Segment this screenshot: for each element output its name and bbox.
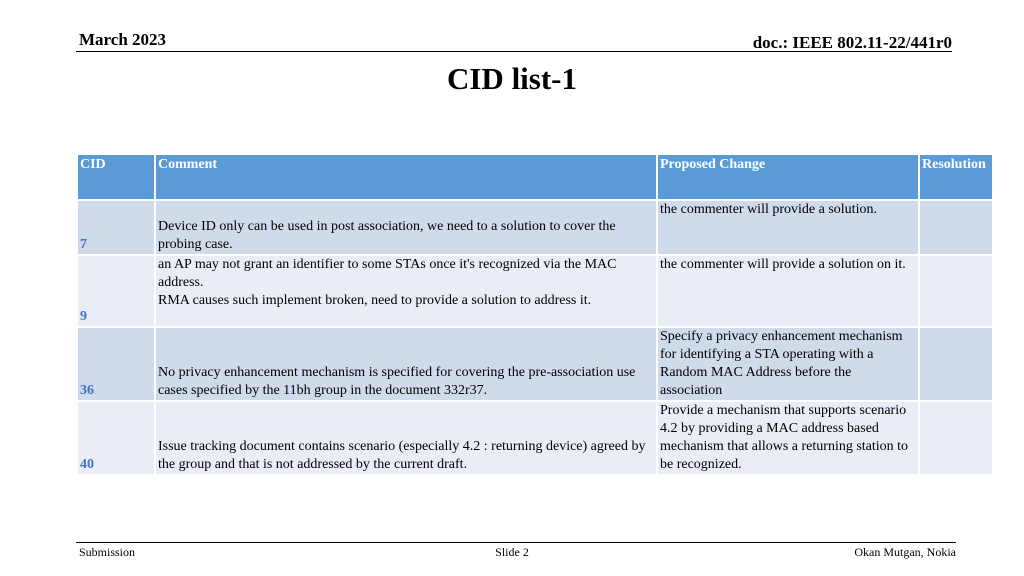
header-date: March 2023 <box>79 30 167 49</box>
proposed-change-cell: the commenter will provide a solution on it. <box>657 255 919 327</box>
table-row <box>77 200 993 255</box>
column-header-proposed-change: Proposed Change <box>657 154 919 200</box>
footer-author: Okan Mutgan, Nokia <box>854 545 956 559</box>
table-row <box>77 401 993 475</box>
comment-cell: No privacy enhancement mechanism is specified for covering the pre-association use cases specified by the 11bh group in the document 332r37. <box>155 327 657 401</box>
proposed-change-cell: Specify a privacy enhancement mechanism for identifying a STA operating with a Random MAC Address before the association <box>657 327 919 401</box>
footer-divider <box>76 542 956 543</box>
footer-slide-number: Slide 2 <box>495 545 529 559</box>
header-doc-id: doc.: IEEE 802.11-22/441r0 <box>752 33 952 52</box>
cid-cell: 7 <box>77 200 155 255</box>
table-header-row <box>77 154 993 200</box>
table-row <box>77 255 993 327</box>
comment-cell: an AP may not grant an identifier to some STAs once it's recognized via the MAC address. RMA causes such implement broken, need to provide a solution to address it. <box>155 255 657 327</box>
comment-cell: Device ID only can be used in post association, we need to a solution to cover the probing case. <box>155 200 657 255</box>
footer-submission: Submission <box>79 545 136 559</box>
proposed-change-cell: Provide a mechanism that supports scenario 4.2 by providing a MAC address based mechanism that allows a returning station to be recognized. <box>657 401 919 475</box>
resolution-cell <box>919 327 993 401</box>
proposed-change-cell: the commenter will provide a solution. <box>657 200 919 255</box>
cid-cell: 9 <box>77 255 155 327</box>
comment-cell: Issue tracking document contains scenario (especially 4.2 : returning device) agreed by the group and that is not addressed by the current draft. <box>155 401 657 475</box>
resolution-cell <box>919 401 993 475</box>
table-row <box>77 327 993 401</box>
resolution-cell <box>919 255 993 327</box>
resolution-cell <box>919 200 993 255</box>
column-header-cid: CID <box>77 154 155 200</box>
cid-cell: 36 <box>77 327 155 401</box>
cid-cell: 40 <box>77 401 155 475</box>
column-header-comment: Comment <box>155 154 657 200</box>
cid-table <box>76 153 994 476</box>
slide-title: CID list-1 <box>446 61 578 96</box>
column-header-resolution: Resolution <box>919 154 993 200</box>
header-divider <box>76 51 952 52</box>
